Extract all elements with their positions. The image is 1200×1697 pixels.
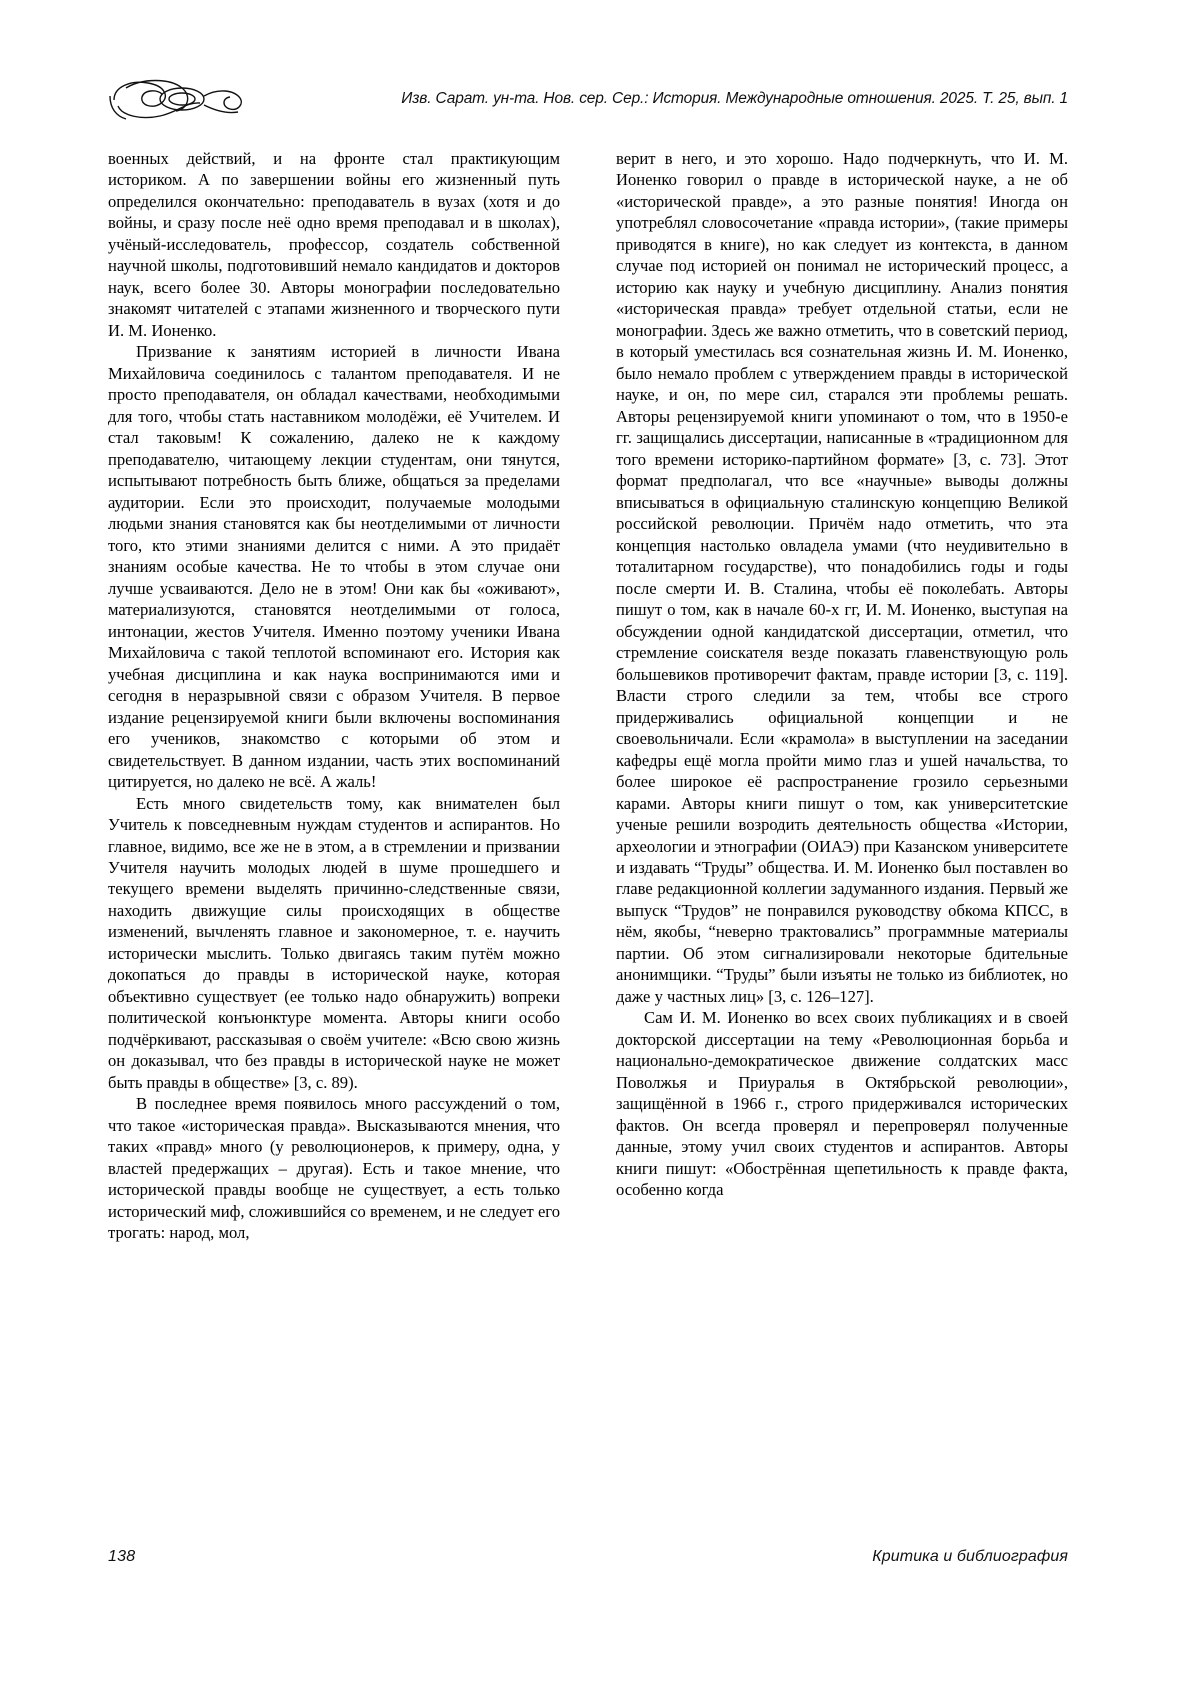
right-column — [616, 148, 1068, 1518]
page-number: 138 — [108, 1548, 136, 1565]
paragraph: В последнее время появилось много рассуждений о том, что такое «историческая правда». Высказываются мнения, что таких «правд» много (у революционеров, к примеру, одна, у властей предержащих – другая). Есть и такое мнение, что исторической правды вообще не существует, а есть только исторический миф, сложившийся со временем, и не следует его трогать: народ, мол, — [108, 1094, 560, 1243]
paragraph: Есть много свидетельств тому, как внимателен был Учитель к повседневным нуждам студентов и аспирантов. Но главное, видимо, все же не в этом, а в стремлении и призвании Учителя научить молодых людей в шуме прошедшего и текущего времени выделять причинно-следственные связи, находить движущие силы происходящих в обществе изменений, вычленять главное и закономерное, т. е. научить исторически мыслить. Только двигаясь таким путём можно докопаться до правды в исторической науке, которая объективно существует (ее только надо обнаружить) вопреки политической конъюнктуре момента. Авторы книги особо подчёркивают, рассказывая о своём учителе: «Всю свою жизнь он доказывал, что без правды в исторической науке не может быть правды в обществе» [3, с. 89). — [108, 793, 560, 1092]
journal-citation-line: Изв. Сарат. ун-та. Нов. сер. Сер.: История. Международные отношения. 2025. Т. 25, вып. 1 — [401, 90, 1068, 107]
running-head — [108, 72, 1068, 126]
paragraph: военных действий, и на фронте стал практикующим историком. А по завершении войны его жизненный путь определился окончательно: преподаватель в вузах (хотя и до войны, и сразу после неё одно время преподавал и в школах), учёный-исследователь, профессор, создатель собственной научной школы, подготовивший немало кандидатов и докторов наук, всего более 30. Авторы монографии последовательно знакомят читателей с этапами жизненного и творческого пути И. М. Ионенко. — [108, 149, 560, 340]
body-columns — [108, 148, 1068, 1518]
paragraph: Призвание к занятиям историей в личности Ивана Михайловича соединилось с талантом преподавателя. И не просто преподавателя, он обладал качествами, необходимыми для того, чтобы стать наставником молодёжи, её Учителем. И стал таковым! К сожалению, далеко не к каждому преподавателю, читающему лекции студентам, они тянутся, испытывают потребность быть ближе, общаться за пределами аудитории. Если это происходит, получаемые молодыми людьми знания становятся как бы неотделимыми от личности того, кто этими знаниями делится с ними. А это придаёт знаниям особые качества. Не то чтобы в этом случае они лучше усваиваются. Дело не в этом! Они как бы «оживают», материализуются, становятся неотделимыми от голоса, интонации, жестов Учителя. Именно поэтому ученики Ивана Михайловича с такой теплотой вспоминают его. История как учебная дисциплина и как наука воспринимаются ими и сегодня в неразрывной связи с образом Учителя. В первое издание рецензируемой книги были включены воспоминания его учеников, знакомство с которыми об этом и свидетельствует. В данном издании, часть этих воспоминаний цитируется, но далеко не всё. А жаль! — [108, 342, 560, 792]
page-footer — [108, 1548, 1068, 1566]
section-title: Критика и библиография — [872, 1548, 1068, 1565]
art-nouveau-ornament-icon — [108, 76, 248, 122]
paragraph: верит в него, и это хорошо. Надо подчеркнуть, что И. М. Ионенко говорил о правде в исторической науке, а не об «исторической правде», а это разные понятия! Иногда он употреблял словосочетание «правда истории», (такие примеры приводятся в книге), но как следует из контекста, в данном случае под историей он понимал не исторический процесс, а историю как науку и учебную дисциплину. Анализ понятия «историческая правда» требует отдельной статьи, если не монографии. Здесь же важно отметить, что в советский период, в который уместилась вся сознательная жизнь И. М. Ионенко, было немало проблем с утверждением правды в исторической науке, и он, по мере сил, старался эти проблемы решать. Авторы рецензируемой книги упоминают о том, что в 1950-е гг. защищались диссертации, написанные в «традиционном для того времени историко-партийном формате» [3, с. 73]. Этот формат предполагал, что все «научные» выводы должны вписываться в официальную сталинскую концепцию Великой российской революции. Причём надо отметить, что эта концепция настолько овладела умами (что неудивительно в тоталитарном государстве), что понадобились годы и годы после смерти И. В. Сталина, чтобы её поколебать. Авторы пишут о том, как в начале 60-х гг, И. М. Ионенко, выступая на обсуждении одной кандидатской диссертации, отметил, что стремление соискателя везде показать главенствующую роль большевиков противоречит фактам, правде истории [3, с. 119]. Власти строго следили за тем, чтобы все строго придерживались официальной концепции и не своевольничали. Если «крамола» в выступлении на заседании кафедры ещё могла пройти мимо глаз и ушей начальства, то более широкое её распространение грозило серьезными карами. Авторы книги пишут о том, как университетские ученые решили возродить деятельность общества «Истории, археологии и этнографии (ОИАЭ) при Казанском университете и издавать “Труды” общества. И. М. Ионенко был поставлен во главе редакционной коллегии задуманного издания. Первый же выпуск “Трудов” не понравился руководству обкома КПСС, в нём, якобы, “неверно трактовались” программные материалы партии. Об этом сигнализировали некоторые бдительные анонимщики. “Труды” были изъяты не только из библиотек, но даже у частных лиц» [3, с. 126–127]. — [616, 149, 1068, 1006]
left-column — [108, 148, 560, 1518]
paragraph: Сам И. М. Ионенко во всех своих публикациях и в своей докторской диссертации на тему «Революционная борьба и национально-демократическое движение солдатских масс Поволжья и Приуралья в Октябрьской революции», защищённой в 1966 г., строго придерживался исторических фактов. Он всегда проверял и перепроверял полученные данные, этому учил своих студентов и аспирантов. Авторы книги пишут: «Обострённая щепетильность к правде факта, особенно когда — [616, 1008, 1068, 1200]
